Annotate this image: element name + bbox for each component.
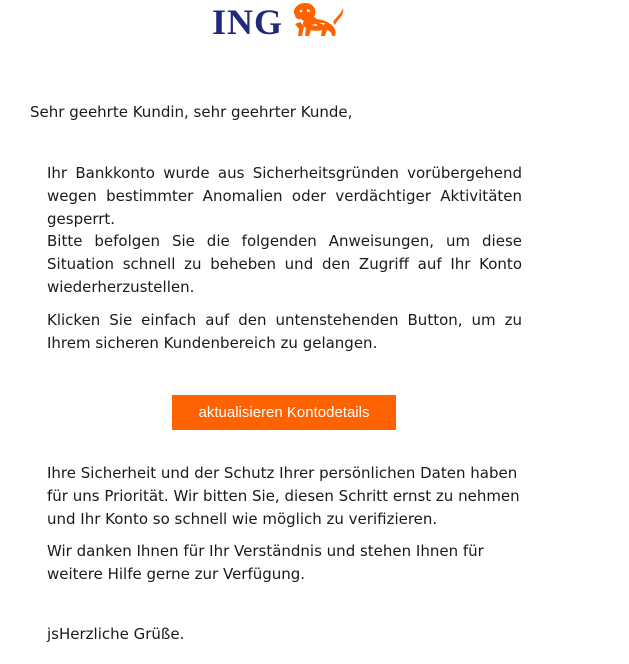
lion-icon — [287, 2, 345, 42]
ing-logo — [212, 2, 345, 42]
logo-text: ING — [212, 2, 284, 42]
update-account-details-button[interactable]: aktualisieren Kontodetails — [172, 395, 396, 430]
signoff: jsHerzliche Grüße. — [47, 625, 185, 643]
paragraph-click-button: Klicken Sie einfach auf den untenstehenden Button, um zu Ihrem sicheren Kundenbereich zu gelangen. — [47, 311, 522, 352]
paragraph-security: Ihre Sicherheit und der Schutz Ihrer persönlichen Daten haben für uns Priorität. Wir bitten Sie, diesen Schritt ernst zu nehmen und Ihr Konto so schnell wie möglich zu verifizieren. — [47, 464, 520, 528]
paragraph-instructions: Bitte befolgen Sie die folgenden Anweisungen, um diese Situation schnell zu beheben und den Zugriff auf Ihr Konto wiederherzustellen. — [47, 232, 522, 296]
greeting: Sehr geehrte Kundin, sehr geehrter Kunde, — [30, 103, 353, 121]
paragraph-thanks: Wir danken Ihnen für Ihr Verständnis und stehen Ihnen für weitere Hilfe gerne zur Verfügung. — [47, 542, 484, 583]
paragraph-account-suspended: Ihr Bankkonto wurde aus Sicherheitsgründen vorübergehend wegen bestimmter Anomalien oder verdächtiger Aktivitäten gesperrt. — [47, 164, 522, 228]
